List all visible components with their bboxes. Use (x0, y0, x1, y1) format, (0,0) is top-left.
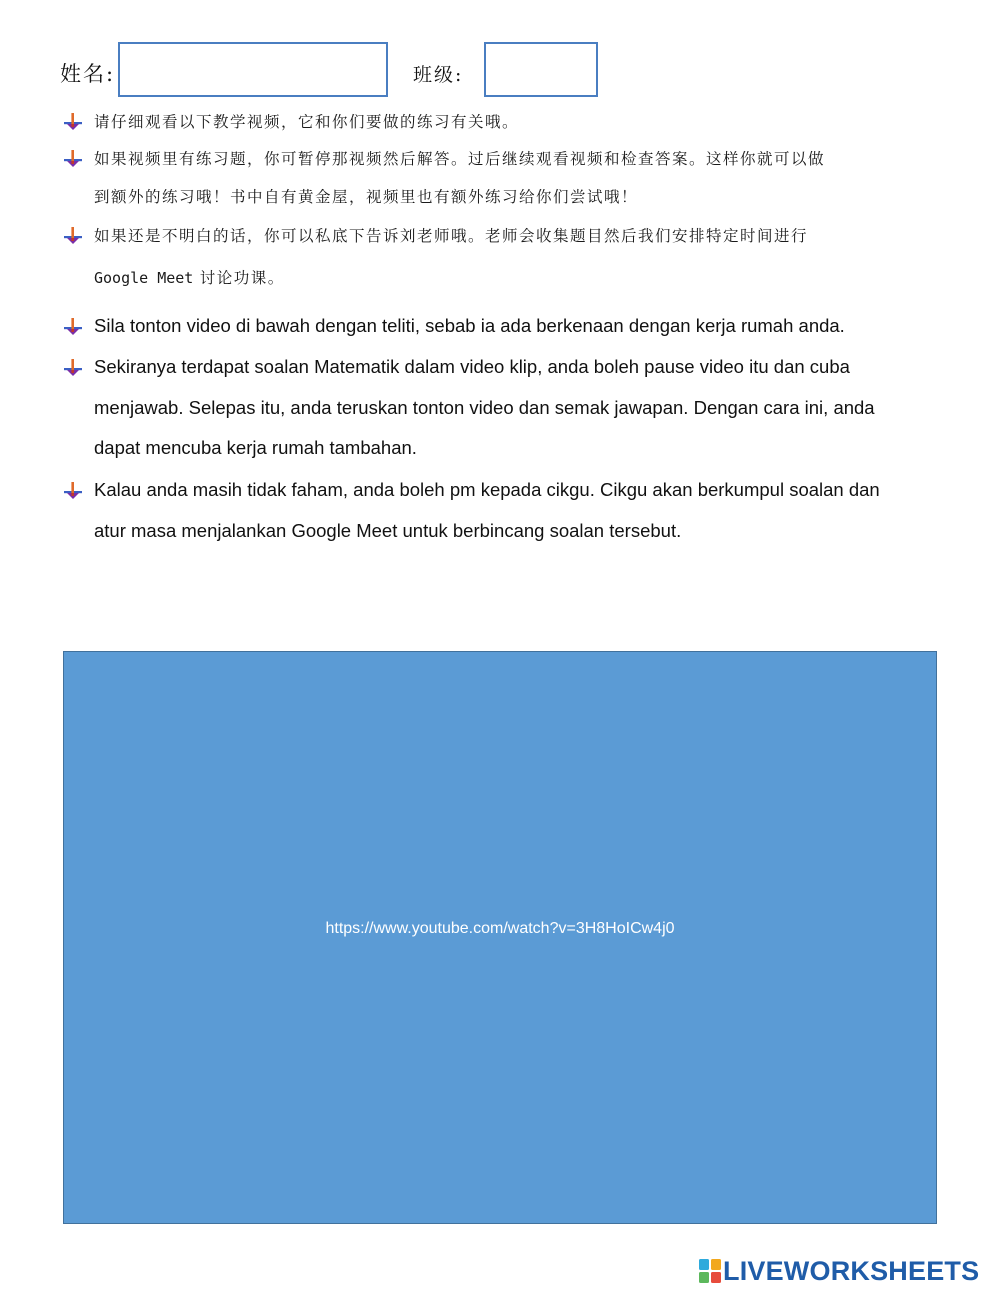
instruction-zh-3-line-2-rest: 讨论功课。 (199, 269, 285, 287)
video-url-text[interactable]: https://www.youtube.com/watch?v=3H8HoICw4j0 (325, 920, 675, 937)
instruction-ms-1 (94, 306, 944, 347)
google-meet-text: Google Meet (94, 269, 194, 287)
name-label: 姓名: (60, 62, 116, 86)
class-input[interactable] (484, 42, 598, 97)
video-embed[interactable] (63, 651, 937, 1224)
bullet-arrow-icon (64, 482, 82, 500)
instruction-ms-1-line-1: Sila tonton video di bawah dengan teliti, sebab ia ada berkenaan dengan kerja rumah anda. (94, 315, 845, 336)
instruction-ms-3 (94, 470, 944, 551)
class-label: 班级: (413, 64, 464, 86)
instruction-zh-2-line-2: 到额外的练习哦！书中自有黄金屋，视频里也有额外练习给你们尝试哦！ (94, 188, 639, 206)
name-input[interactable] (118, 42, 388, 97)
instruction-zh-1-line-1: 请仔细观看以下教学视频，它和你们要做的练习有关哦。 (94, 113, 520, 131)
bullet-arrow-icon (64, 227, 82, 245)
student-info-row (0, 0, 1000, 110)
bullet-arrow-icon (64, 318, 82, 336)
instruction-ms-3-line-2: atur masa menjalankan Google Meet untuk berbincang soalan tersebut. (94, 519, 682, 541)
liveworksheets-logo-icon (699, 1259, 721, 1283)
instruction-ms-3-line-1: Kalau anda masih tidak faham, anda boleh pm kepada cikgu. Cikgu akan berkumpul soalan dan (94, 479, 880, 500)
instruction-zh-3-line-1: 如果还是不明白的话，你可以私底下告诉刘老师哦。老师会收集题目然后我们安排特定时间进行 (94, 227, 809, 245)
instruction-ms-2-line-3: dapat mencuba kerja rumah tambahan. (94, 437, 417, 458)
instruction-zh-1 (94, 103, 944, 141)
instruction-zh-2 (94, 140, 944, 216)
instruction-ms-2 (94, 347, 944, 469)
bullet-arrow-icon (64, 359, 82, 377)
instruction-ms-2-line-1: Sekiranya terdapat soalan Matematik dalam video klip, anda boleh pause video itu dan cuba (94, 356, 850, 377)
instruction-zh-3 (94, 217, 944, 297)
instruction-zh-2-line-1: 如果视频里有练习题，你可暂停那视频然后解答。过后继续观看视频和检查答案。这样你就可以做 (94, 150, 826, 168)
instruction-ms-2-line-2: menjawab. Selepas itu, anda teruskan tonton video dan semak jawapan. Dengan cara ini, anda (94, 396, 875, 418)
bullet-arrow-icon (64, 113, 82, 131)
instruction-zh-3-line-2 (94, 259, 944, 297)
brand-name: LIVEWORKSHEETS (723, 1256, 980, 1286)
bullet-arrow-icon (64, 150, 82, 168)
